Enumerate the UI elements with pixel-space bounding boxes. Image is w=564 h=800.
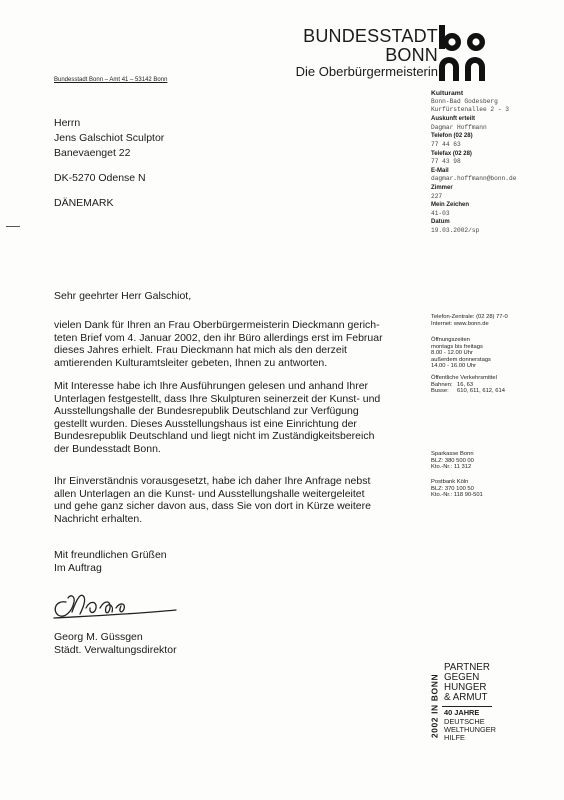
central-contact	[431, 314, 559, 327]
paragraph-line: allen Unterlagen an die Kunst- und Ausstellungshalle weitergeleitet	[54, 487, 365, 500]
bonn-logo-icon	[439, 25, 489, 81]
paragraph-line: teten Brief vom 4. Januar 2002, den ihr Büro allerdings erst im Februar	[54, 331, 383, 344]
paragraph-line: der Bundesstadt Bonn.	[54, 442, 161, 455]
partner-line: DEUTSCHE	[444, 717, 485, 726]
bank-postbank	[431, 479, 559, 499]
header-city-line1: BUNDESSTADT	[303, 26, 438, 46]
department-address-1: Bonn-Bad Godesberg	[431, 98, 498, 105]
phone-value: 77 44 63	[431, 140, 461, 148]
date-label: Datum	[431, 219, 450, 226]
partner-line: GEGEN	[444, 672, 480, 683]
buses-value: 610, 611, 612, 614	[457, 388, 505, 395]
department-address-2: Kurfürstenallee 2 - 3	[431, 105, 509, 113]
closing-greeting: Mit freundlichen Grüßen	[54, 549, 167, 561]
partner-line: & ARMUT	[444, 692, 488, 703]
fold-mark	[6, 226, 20, 227]
email-value: dagmar.hoffmann@bonn.de	[431, 175, 517, 183]
room-value: 227	[431, 192, 443, 200]
letter-closing	[54, 549, 414, 574]
public-transport	[431, 375, 559, 395]
recipient-city: DK-5270 Odense N	[54, 172, 146, 184]
opening-hours-label: Öffnungszeiten	[431, 337, 470, 343]
sender-return-address: Bundesstadt Bonn – Amt 41 – 53142 Bonn	[54, 77, 168, 83]
partner-line: 40 JAHRE	[444, 708, 480, 717]
room-label: Zimmer	[431, 184, 453, 191]
paragraph-line: Nachricht erhalten.	[54, 512, 143, 525]
bank-name: Sparkasse Bonn	[431, 451, 474, 457]
transport-label: Öffentliche Verkehrsmittel	[431, 375, 497, 381]
sender-details	[431, 90, 559, 235]
bank-account: Kto.-Nr.: 11 312	[431, 464, 472, 471]
trains-label: Bahnen:	[431, 381, 453, 388]
letter-paragraph-3	[54, 475, 414, 525]
internet-address: Internet: www.bonn.de	[431, 320, 489, 327]
bank-sparkasse	[431, 451, 559, 471]
central-phone: Telefon-Zentrale: (02 28) 77-0	[431, 314, 508, 320]
bank-account: Kto.-Nr.: 118 90-501	[431, 492, 483, 499]
contact-label: Auskunft erteilt	[431, 116, 476, 123]
signature-block	[54, 631, 414, 656]
partner-line: PARTNER	[444, 662, 490, 673]
recipient-address	[54, 116, 164, 211]
bank-name: Postbank Köln	[431, 479, 469, 485]
handwritten-signature	[50, 588, 180, 622]
paragraph-line: Ihr Einverständnis vorausgesetzt, habe ich daher Ihre Anfrage nebst	[54, 475, 371, 487]
partner-line: HILFE	[444, 733, 465, 742]
fax-label: Telefax (02 28)	[431, 150, 472, 157]
recipient-salutation: Herrn	[54, 117, 81, 129]
phone-label: Telefon (02 28)	[431, 133, 473, 140]
header-city-line2: BONN	[385, 45, 438, 65]
reference-label: Mein Zeichen	[431, 202, 470, 209]
email-label: E-Mail	[431, 167, 449, 174]
letter-greeting: Sehr geehrter Herr Galschiot,	[54, 290, 192, 302]
department: Kulturamt	[431, 90, 464, 97]
paragraph-line: amtierenden Kulturamtsleiter gebeten, Ihnen zu antworten.	[54, 356, 328, 369]
paragraph-line: Bundesrepublik Deutschland und liegt nicht im Zuständigkeitsbereich	[54, 430, 375, 443]
recipient-name: Jens Galschiot Sculptor	[54, 132, 165, 144]
paragraph-line: Ausstellungshalle der Bundesrepublik Deutschland zur Verfügung	[54, 405, 359, 418]
bank-code: BLZ: 370 100 50	[431, 485, 474, 492]
trains-value: 16, 63	[457, 381, 474, 388]
letter-paragraph-1	[54, 319, 414, 369]
paragraph-line: vielen Dank für Ihren an Frau Oberbürgermeisterin Dieckmann gerich-	[54, 319, 380, 331]
recipient-street: Banevaenget 22	[54, 147, 131, 159]
opening-hours-line: außerdem donnerstags	[431, 356, 491, 363]
partner-divider	[442, 706, 492, 707]
header-office: Die Oberbürgermeisterin	[295, 64, 438, 79]
buses-label: Busse:	[431, 388, 449, 395]
partner-line: HUNGER	[444, 682, 487, 693]
recipient-country: DÄNEMARK	[54, 197, 114, 209]
paragraph-line: Mit Interesse habe ich Ihre Ausführungen gelesen und anhand Ihrer	[54, 380, 369, 392]
opening-hours-line: montags bis freitags	[431, 343, 483, 350]
closing-on-behalf: Im Auftrag	[54, 561, 102, 574]
paragraph-line: und gehe ganz sicher davon aus, dass Sie von dort in Kürze weitere	[54, 500, 371, 513]
letter-paragraph-2	[54, 380, 414, 456]
paragraph-line: dieses Jahres erhielt. Frau Dieckmann hat mich als den derzeit	[54, 344, 347, 357]
bank-code: BLZ: 380 500 00	[431, 457, 474, 464]
reference-value: 41-03	[431, 209, 450, 217]
opening-hours-line: 14.00 - 16.00 Uhr	[431, 363, 477, 370]
partner-vertical-text: 2002 IN BONN	[429, 673, 440, 739]
opening-hours-line: 8.00 - 12.00 Uhr	[431, 350, 473, 357]
partner-line: WELTHUNGER	[444, 725, 497, 734]
paragraph-line: Unterlagen festgestellt, dass Ihre Skulpturen seinerzeit der Kunst- und	[54, 392, 381, 405]
contact-value: Dagmar Hoffmann	[431, 123, 487, 131]
signer-title: Städt. Verwaltungsdirektor	[54, 643, 177, 656]
partner-gegen-hunger-logo	[429, 662, 497, 749]
fax-value: 77 43 98	[431, 158, 461, 166]
paragraph-line: gestellt wurden. Dieses Ausstellungshaus ist eine Einrichtung der	[54, 417, 357, 430]
date-value: 19.03.2002/sp	[431, 226, 480, 234]
signer-name: Georg M. Güssgen	[54, 631, 143, 643]
opening-hours	[431, 337, 559, 370]
